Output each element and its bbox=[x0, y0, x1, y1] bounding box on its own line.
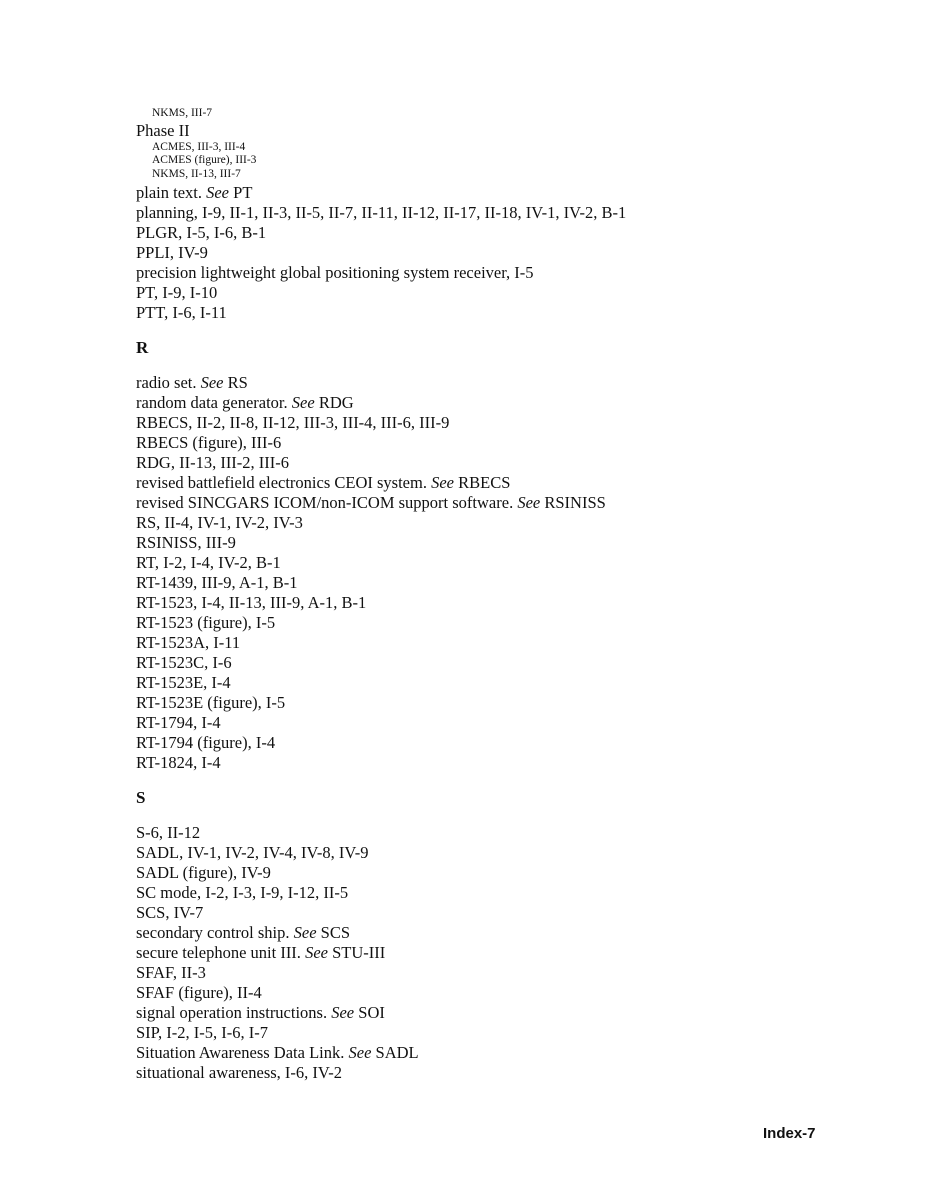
see-reference: See bbox=[517, 493, 541, 512]
index-entry: RDG, II-13, III-2, III-6 bbox=[136, 453, 290, 472]
entry-ref: RS bbox=[223, 373, 248, 392]
index-subentry: ACMES (figure), III-3 bbox=[152, 154, 257, 166]
index-entry: RT-1523, I-4, II-13, III-9, A-1, B-1 bbox=[136, 593, 367, 612]
index-entry bbox=[136, 393, 836, 413]
index-subentry: NKMS, III-7 bbox=[152, 107, 213, 119]
entry-text: revised SINCGARS ICOM/non-ICOM support software. bbox=[136, 493, 518, 512]
entry-ref: STU-III bbox=[327, 943, 386, 962]
see-reference: See bbox=[431, 473, 454, 492]
index-entry: SCS, IV-7 bbox=[136, 903, 204, 922]
see-reference: See bbox=[200, 373, 224, 392]
index-entry bbox=[136, 183, 836, 203]
index-entry: SC mode, I-2, I-3, I-9, I-12, II-5 bbox=[136, 883, 349, 902]
index-entry: RT-1523 (figure), I-5 bbox=[136, 613, 276, 632]
section-letter-s: S bbox=[136, 788, 146, 807]
index-entry: Phase II bbox=[136, 120, 190, 140]
index-entry: RT-1439, III-9, A-1, B-1 bbox=[136, 573, 298, 592]
entry-ref: SADL bbox=[371, 1043, 419, 1062]
index-subentry: ACMES, III-3, III-4 bbox=[152, 140, 246, 153]
see-reference: See bbox=[305, 943, 328, 962]
entry-ref: SCS bbox=[316, 923, 351, 942]
index-entry: RT-1523E (figure), I-5 bbox=[136, 693, 286, 712]
index-entry: PLGR, I-5, I-6, B-1 bbox=[136, 223, 267, 242]
index-entry: RT-1523E, I-4 bbox=[136, 673, 231, 692]
index-entry: RBECS (figure), III-6 bbox=[136, 433, 282, 452]
see-reference: See bbox=[293, 923, 317, 942]
index-entry: RT-1523A, I-11 bbox=[136, 633, 241, 652]
index-entry: PT, I-9, I-10 bbox=[136, 283, 218, 302]
index-entry: PTT, I-6, I-11 bbox=[136, 303, 227, 322]
entry-text: radio set. bbox=[136, 373, 201, 392]
index-entry: PPLI, IV-9 bbox=[136, 243, 208, 262]
index-entry: RBECS, II-2, II-8, II-12, III-3, III-4, III-6, III-9 bbox=[136, 413, 450, 432]
index-entry: planning, I-9, II-1, II-3, II-5, II-7, II-11, II-12, II-17, II-18, IV-1, IV-2, B-1 bbox=[136, 203, 627, 222]
index-entry: SIP, I-2, I-5, I-6, I-7 bbox=[136, 1023, 268, 1042]
entry-text: plain text. bbox=[136, 183, 207, 202]
entry-ref: RSINISS bbox=[540, 493, 606, 512]
entry-ref: RBECS bbox=[453, 473, 511, 492]
index-entry: RT-1794, I-4 bbox=[136, 713, 221, 732]
entry-ref: SOI bbox=[354, 1003, 385, 1022]
index-entry bbox=[136, 923, 836, 943]
entry-ref: RDG bbox=[314, 393, 354, 412]
index-entry: SADL (figure), IV-9 bbox=[136, 863, 271, 882]
index-column bbox=[136, 107, 836, 1083]
entry-text: signal operation instructions. bbox=[136, 1003, 332, 1022]
entry-text: secure telephone unit III. bbox=[136, 943, 306, 962]
index-entry bbox=[136, 1043, 836, 1063]
see-reference: See bbox=[291, 393, 315, 412]
see-reference: See bbox=[331, 1003, 355, 1022]
index-entry: RT, I-2, I-4, IV-2, B-1 bbox=[136, 553, 281, 572]
entry-text: revised battlefield electronics CEOI system. bbox=[136, 473, 432, 492]
index-entry: RT-1523C, I-6 bbox=[136, 653, 232, 672]
index-subentry: NKMS, II-13, III-7 bbox=[152, 167, 241, 180]
index-entry: RS, II-4, IV-1, IV-2, IV-3 bbox=[136, 513, 303, 532]
section-letter-r: R bbox=[136, 338, 149, 357]
index-entry: situational awareness, I-6, IV-2 bbox=[136, 1063, 343, 1082]
entry-ref: PT bbox=[229, 183, 253, 202]
index-entry: SADL, IV-1, IV-2, IV-4, IV-8, IV-9 bbox=[136, 843, 369, 862]
index-entry bbox=[136, 943, 836, 963]
index-entry: RSINISS, III-9 bbox=[136, 533, 236, 552]
see-reference: See bbox=[206, 183, 230, 202]
see-reference: See bbox=[348, 1043, 372, 1062]
index-entry bbox=[136, 373, 836, 393]
index-entry bbox=[136, 473, 836, 493]
index-entry: RT-1794 (figure), I-4 bbox=[136, 733, 276, 752]
index-entry: S-6, II-12 bbox=[136, 823, 201, 842]
index-entry bbox=[136, 493, 836, 513]
index-entry bbox=[136, 1003, 836, 1023]
entry-text: Situation Awareness Data Link. bbox=[136, 1043, 349, 1062]
index-entry: SFAF (figure), II-4 bbox=[136, 983, 262, 1002]
index-entry: RT-1824, I-4 bbox=[136, 753, 221, 772]
entry-text: secondary control ship. bbox=[136, 923, 294, 942]
entry-text: random data generator. bbox=[136, 393, 292, 412]
index-entry: SFAF, II-3 bbox=[136, 963, 206, 982]
index-entry: precision lightweight global positioning system receiver, I-5 bbox=[136, 263, 534, 282]
page-number: Index-7 bbox=[763, 1125, 816, 1142]
